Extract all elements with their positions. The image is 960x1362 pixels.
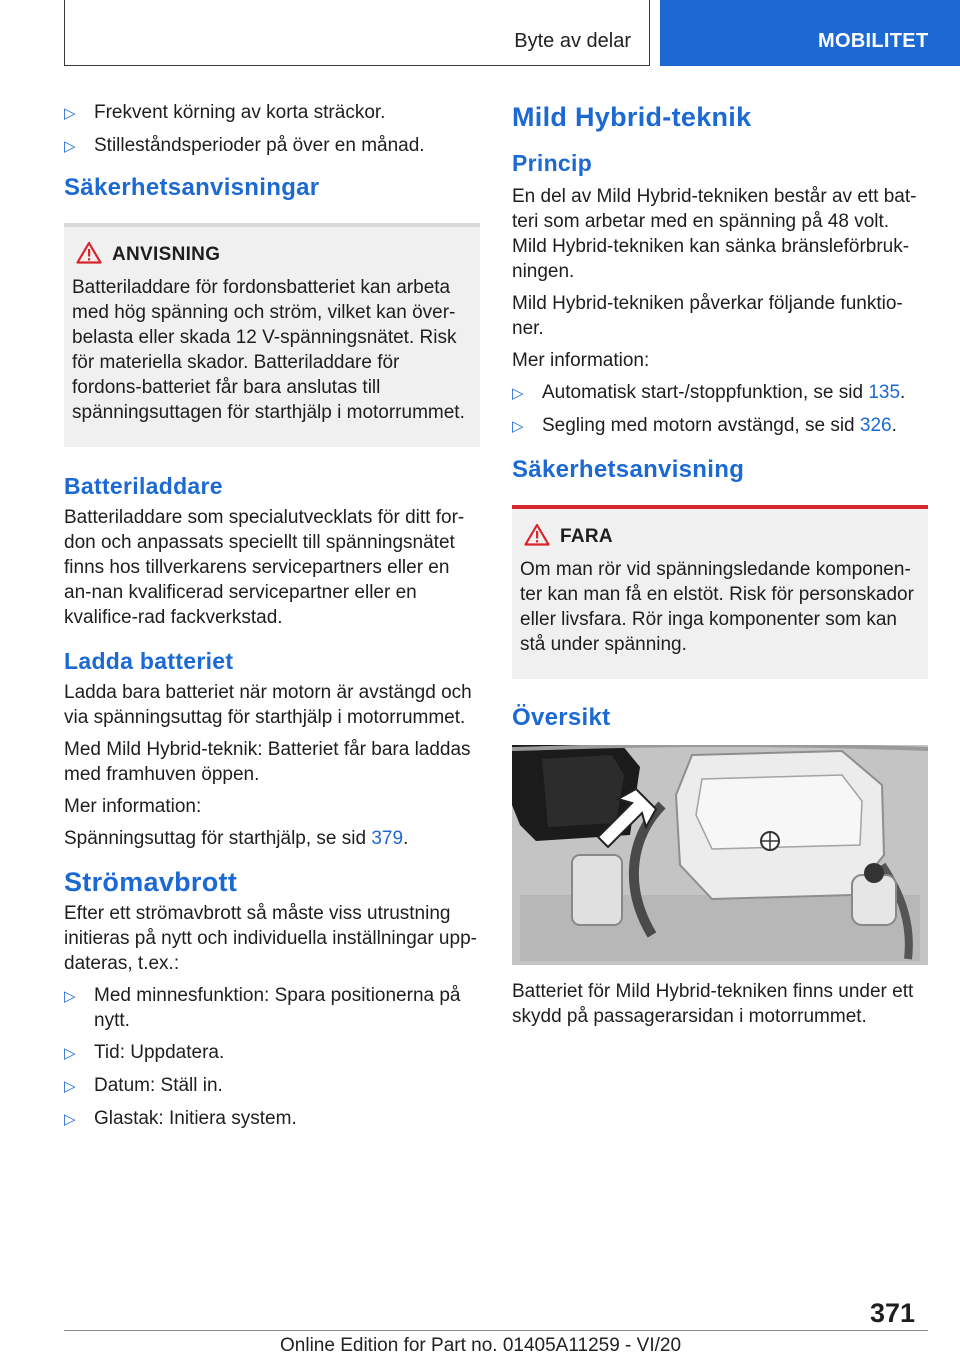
list-item [512,413,928,439]
header-box [64,0,650,66]
triangle-bullet-icon: ▷ [64,1111,76,1128]
list-item [64,1040,480,1066]
notice-text: Batteriladdare för fordonsbatteriet kan arbeta med hög spänning och ström, vilket kan över-belasta eller skada 12 V-spänningsnätet. Risk för materiella skador. Batteriladdare för fordons-batteriet får bara anslutas till spänningsuttagen för starthjälp i motorrummet. [72,277,465,423]
socket-reference: Spänningsuttag för starthjälp, se sid 379. [64,828,409,849]
list-item-text: Segling med motorn avstängd, se sid 326. [542,415,897,436]
list-item-text: Tid: Uppdatera. [94,1042,225,1063]
socket-reference-text: Spänningsuttag för starthjälp, se sid [64,828,372,849]
battery-charger-heading: Batteriladdare [64,473,223,499]
chapter-heading: Mild Hybrid-teknik [512,102,752,132]
warning-triangle-icon [520,523,560,551]
page-link-135[interactable]: 135 [868,382,901,403]
triangle-bullet-icon: ▷ [64,105,76,122]
right-column [512,100,928,1036]
footer-edition: Online Edition for Part no. 01405A11259 - VI/20 [280,1335,682,1356]
header-section-title: Byte av delar [514,30,631,52]
list-item-text: Datum: Ställ in. [94,1075,223,1096]
triangle-bullet-icon: ▷ [64,988,76,1005]
page-link-379[interactable]: 379 [371,828,404,849]
charge-battery-heading: Ladda batteriet [64,648,234,674]
power-failure-heading: Strömavbrott [64,867,238,897]
page-link-326[interactable]: 326 [859,415,892,436]
charge-battery-text-2: Med Mild Hybrid-teknik: Batteriet får bara laddas med framhuven öppen. [64,739,471,785]
safety-instructions-heading: Säkerhetsanvisningar [64,174,320,201]
list-item [64,133,480,159]
list-item-text: Frekvent körning av korta sträckor. [94,102,386,123]
list-item-text: Glastak: Initiera system. [94,1108,297,1129]
overview-heading: Översikt [512,704,611,731]
notice-box [64,223,480,447]
list-item-text: Med minnesfunktion: Spara positionerna på nytt. [94,985,461,1031]
power-failure-text: Efter ett strömavbrott så måste viss utrustning initieras på nytt och individuella inställningar upp-dateras, t.ex.: [64,903,477,974]
principle-heading: Princip [512,150,593,176]
charge-battery-text-1: Ladda bara batteriet när motorn är avstängd och via spänningsuttag för starthjälp i motorrummet. [64,682,472,728]
page-number: 371 [870,1298,916,1328]
overview-caption: Batteriet för Mild Hybrid-tekniken finns under ett skydd på passagerarsidan i motorrummet. [512,981,914,1027]
header-chapter-label: MOBILITET [818,30,929,52]
triangle-bullet-icon: ▷ [512,418,524,435]
list-item-text: Automatisk start-/stoppfunktion, se sid 135. [542,382,906,403]
triangle-bullet-icon: ▷ [512,385,524,402]
reference-text: Automatisk start-/stoppfunktion, se sid [542,382,869,403]
battery-charger-text: Batteriladdare som specialutvecklats för ditt for-don och anpassats speciellt till spänningsnätet finns hos tillverkarens servicepartners eller en an-nan kvalificerad servicepartner eller en kvalifice-rad fackverkstad. [64,507,465,628]
list-item [64,983,480,1033]
triangle-bullet-icon: ▷ [64,138,76,155]
warning-triangle-icon [72,241,112,269]
engine-bay-illustration [512,745,928,965]
header-chapter-tab[interactable] [660,0,960,66]
danger-title: FARA [560,526,613,547]
danger-text: Om man rör vid spänningsledande komponen-ter kan man få en elstöt. Risk för personskador eller livsfara. Rör inga komponenter som kan stå under spänning. [520,559,914,655]
reference-text: Segling med motorn avstängd, se sid [542,415,860,436]
triangle-bullet-icon: ▷ [64,1078,76,1095]
danger-box [512,505,928,679]
list-item-text: Stilleståndsperioder på över en månad. [94,135,425,156]
footer-divider [64,1330,928,1331]
list-item [64,1106,480,1132]
principle-text-2: Mild Hybrid-tekniken påverkar följande funktio-ner. [512,293,903,339]
list-item [512,380,928,406]
notice-title: ANVISNING [112,244,221,265]
list-item [64,1073,480,1099]
more-info-label: Mer information: [512,350,650,371]
more-info-label: Mer information: [64,796,202,817]
list-item [64,100,480,126]
safety-instruction-heading: Säkerhetsanvisning [512,456,745,483]
principle-text-1: En del av Mild Hybrid-tekniken består av ett bat-teri som arbetar med en spänning på 48 volt. Mild Hybrid-tekniken kan sänka bränsleförbruk-ningen. [512,186,917,282]
triangle-bullet-icon: ▷ [64,1045,76,1062]
left-column [64,100,480,1139]
